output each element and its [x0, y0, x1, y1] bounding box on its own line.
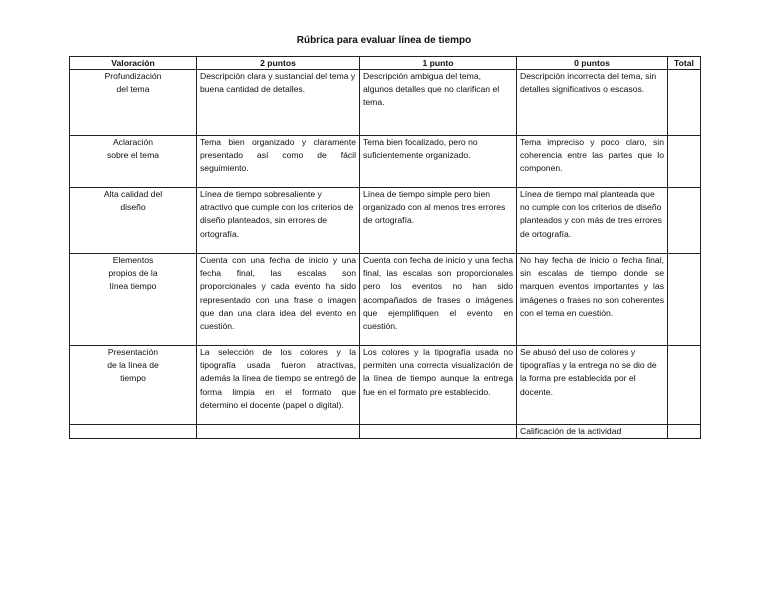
header-1-punto: 1 punto — [360, 57, 517, 70]
table-row — [70, 254, 701, 346]
grade-total-cell — [668, 425, 701, 439]
table-header-row — [70, 57, 701, 70]
score-0-cell: Tema impreciso y poco claro, sin coherencia entre las partes que lo componen. — [517, 136, 668, 188]
score-2-cell: Cuenta con una fecha de inicio y una fecha final, las escalas son proporcionales y cada evento ha sido representado con una frase o imagen que dan una clara idea del evento en cuestión. — [197, 254, 360, 346]
header-0-puntos: 0 puntos — [517, 57, 668, 70]
total-cell — [668, 188, 701, 254]
table-row — [70, 346, 701, 425]
empty-cell — [360, 425, 517, 439]
score-1-cell: Tema bien focalizado, pero no suficientemente organizado. — [360, 136, 517, 188]
total-cell — [668, 254, 701, 346]
criterion-cell: Elementos propios de la línea tiempo — [70, 254, 197, 346]
criterion-cell: Aclaración sobre el tema — [70, 136, 197, 188]
score-1-cell: Cuenta con fecha de inicio y una fecha final, las escalas son proporcionales pero los eventos no han sido acompañados de frases o imágenes que ejemplifiquen el evento en cuestión. — [360, 254, 517, 346]
score-1-cell: Línea de tiempo simple pero bien organizado con al menos tres errores de ortografía. — [360, 188, 517, 254]
score-0-cell: Se abusó del uso de colores y tipografías y la entrega no se dio de la forma pre establecida por el docente. — [517, 346, 668, 425]
total-cell — [668, 346, 701, 425]
header-2-puntos: 2 puntos — [197, 57, 360, 70]
criterion-cell: Alta calidad del diseño — [70, 188, 197, 254]
score-0-cell: No hay fecha de inicio o fecha final, sin escalas de tiempo donde se marquen eventos importantes y las imágenes o frases no son coherentes con el tema en cuestión. — [517, 254, 668, 346]
score-1-cell: Los colores y la tipografía usada no permiten una correcta visualización de la línea de tiempo aunque la entrega fue en el formato pre establecido. — [360, 346, 517, 425]
total-cell — [668, 70, 701, 136]
table-row — [70, 70, 701, 136]
score-0-cell: Línea de tiempo mal planteada que no cumple con los criterios de diseño planteados y con más de tres errores de ortografía. — [517, 188, 668, 254]
score-2-cell: Línea de tiempo sobresaliente y atractivo que cumple con los criterios de diseño planteados, sin errores de ortografía. — [197, 188, 360, 254]
grade-label: Calificación de la actividad — [517, 425, 668, 439]
score-2-cell: Tema bien organizado y claramente presentado así como de fácil seguimiento. — [197, 136, 360, 188]
table-row — [70, 136, 701, 188]
document-title: Rúbrica para evaluar línea de tiempo — [296, 35, 472, 46]
criterion-cell: Presentación de la línea de tiempo — [70, 346, 197, 425]
total-cell — [668, 136, 701, 188]
rubric-table — [69, 56, 701, 439]
score-0-cell: Descripción incorrecta del tema, sin detalles significativos o escasos. — [517, 70, 668, 136]
empty-cell — [197, 425, 360, 439]
table-row — [70, 188, 701, 254]
score-2-cell: Descripción clara y sustancial del tema y buena cantidad de detalles. — [197, 70, 360, 136]
score-1-cell: Descripción ambigua del tema, algunos detalles que no clarifican el tema. — [360, 70, 517, 136]
grade-row — [70, 425, 701, 439]
criterion-cell: Profundización del tema — [70, 70, 197, 136]
empty-cell — [70, 425, 197, 439]
score-2-cell: La selección de los colores y la tipografía usada fueron atractivas, además la línea de tiempo se entregó de forma limpia en el formato que determino el docente (papel o digital). — [197, 346, 360, 425]
header-total: Total — [668, 57, 701, 70]
header-valoracion: Valoración — [70, 57, 197, 70]
